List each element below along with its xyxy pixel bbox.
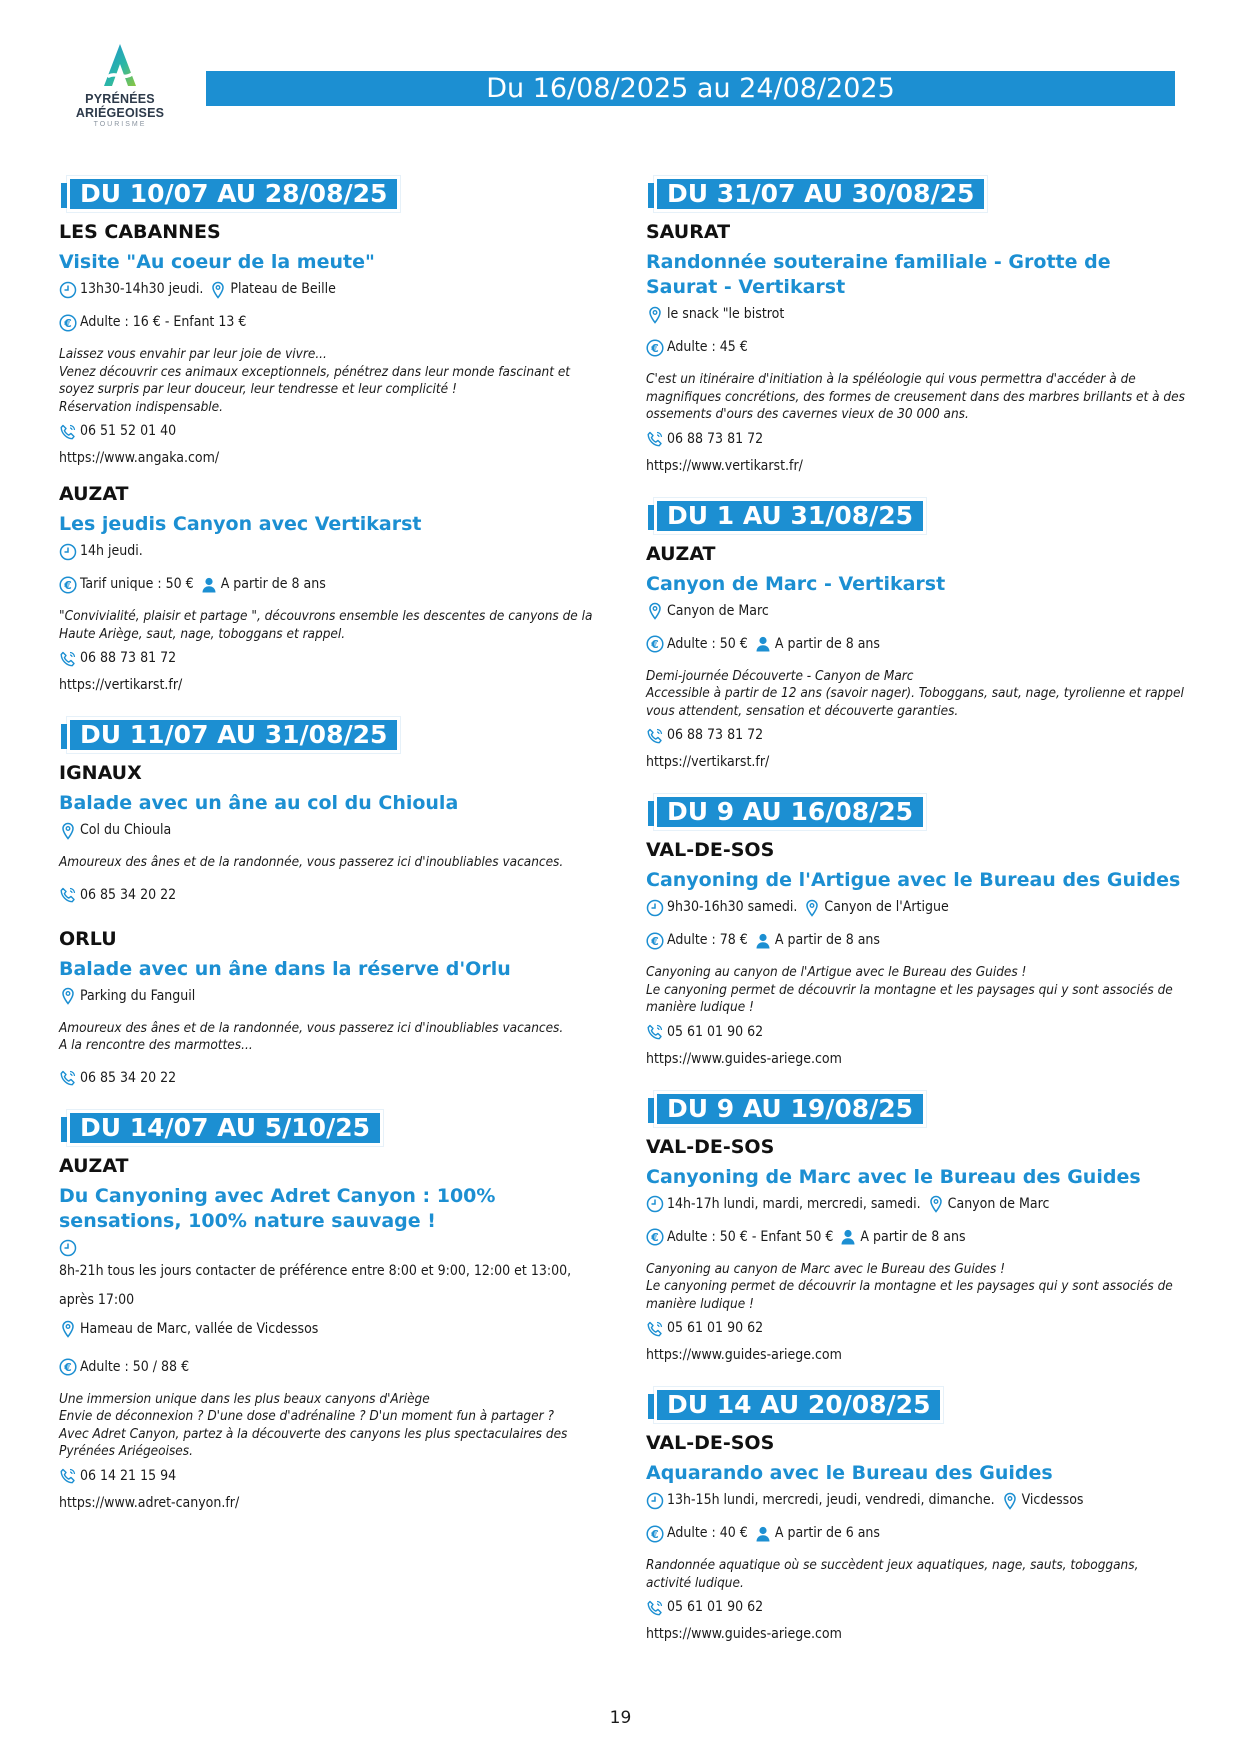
euro-icon xyxy=(646,1228,664,1246)
brand-line-3: TOURISME xyxy=(93,121,147,128)
event-description: Canyoning au canyon de l'Artigue avec le Bureau des Guides ! Le canyoning permet de découvrir la montagne et les paysages qui y sont associés de manière ludique ! xyxy=(646,964,1173,1015)
event-time: 13h-15h lundi, mercredi, jeudi, vendredi, dimanche. xyxy=(667,1492,995,1508)
event-age: A partir de 8 ans xyxy=(774,932,880,948)
event-price: Adulte : 16 € - Enfant 13 € xyxy=(80,314,247,330)
event-time: 14h-17h lundi, mardi, mercredi, samedi. xyxy=(667,1195,921,1212)
period-badge: DU 14 AU 20/08/25 xyxy=(654,1387,943,1423)
event-time: 8h-21h tous les jours contacter de préférence entre 8:00 et 9:00, 12:00 et 13:00, après 17:00 xyxy=(59,1262,572,1308)
event-place: Col du Chioula xyxy=(80,822,172,838)
event-phone[interactable]: 06 85 34 20 22 xyxy=(80,886,177,903)
event-card xyxy=(59,761,599,905)
event-phone[interactable]: 06 51 52 01 40 xyxy=(80,423,177,439)
event-age: A partir de 8 ans xyxy=(220,576,326,592)
location-pin-icon xyxy=(646,306,664,324)
event-title[interactable]: Du Canyoning avec Adret Canyon : 100% sensations, 100% nature sauvage ! xyxy=(59,1184,496,1232)
event-description: Une immersion unique dans les plus beaux canyons d'Ariège Envie de déconnexion ? D'une dose d'adrénaline ? D'un moment fun à partager ? Avec Adret Canyon, partez à la découverte des canyons les plus spectaculaires des Pyrénées Ariégeoises. xyxy=(59,1390,568,1459)
event-town: VAL-DE-SOS xyxy=(646,1135,775,1158)
event-price: Tarif unique : 50 € xyxy=(80,576,194,592)
event-description: Amoureux des ânes et de la randonnée, vous passerez ici d'inoubliables vacances. A la rencontre des marmottes... xyxy=(59,1019,564,1053)
event-card xyxy=(59,927,599,1088)
event-price: Adulte : 40 € xyxy=(667,1525,748,1541)
event-price: Adulte : 50 € xyxy=(667,635,748,652)
clock-icon xyxy=(59,281,77,299)
event-town: SAURAT xyxy=(646,221,731,243)
brand-line-2: ARIÉGEOISES xyxy=(75,106,165,120)
euro-icon xyxy=(646,635,664,653)
period-badge: DU 31/07 AU 30/08/25 xyxy=(654,176,987,212)
event-town: AUZAT xyxy=(59,483,129,505)
clock-icon xyxy=(59,543,77,561)
brand-line-1: PYRÉNÉES xyxy=(85,92,155,106)
event-card xyxy=(646,220,1186,476)
event-phone[interactable]: 05 61 01 90 62 xyxy=(667,1320,764,1336)
period-badge: DU 1 AU 31/08/25 xyxy=(654,498,926,534)
event-age: A partir de 8 ans xyxy=(860,1228,966,1245)
clock-icon xyxy=(646,899,664,917)
clock-icon xyxy=(646,1492,664,1510)
clock-icon xyxy=(646,1195,664,1213)
event-description: "Convivialité, plaisir et partage ", découvrons ensemble les descentes de canyons de la Haute Ariège, saut, nage, toboggans et rappel. xyxy=(59,608,593,642)
phone-icon xyxy=(59,1069,77,1087)
event-town: IGNAUX xyxy=(59,762,142,784)
event-title[interactable]: Canyoning de Marc avec le Bureau des Guides xyxy=(646,1165,1141,1188)
event-place: Hameau de Marc, vallée de Vicdessos xyxy=(80,1320,319,1337)
event-description: Amoureux des ânes et de la randonnée, vous passerez ici d'inoubliables vacances. xyxy=(59,854,564,870)
event-title[interactable]: Randonnée souteraine familiale - Grotte de Saurat - Vertikarst xyxy=(646,251,1111,298)
period-badge: DU 11/07 AU 31/08/25 xyxy=(67,717,400,753)
date-range-banner: Du 16/08/2025 au 24/08/2025 xyxy=(206,71,1175,106)
event-card xyxy=(59,220,599,468)
location-pin-icon xyxy=(927,1195,945,1213)
event-website-link[interactable]: https://www.guides-ariege.com xyxy=(646,1626,842,1642)
event-phone[interactable]: 06 88 73 81 72 xyxy=(667,727,764,743)
person-icon xyxy=(754,635,772,653)
location-pin-icon xyxy=(209,281,227,299)
event-title[interactable]: Balade avec un âne dans la réserve d'Orlu xyxy=(59,957,511,980)
phone-icon xyxy=(646,1320,664,1338)
location-pin-icon xyxy=(59,987,77,1005)
left-column xyxy=(59,176,599,1527)
event-title[interactable]: Visite "Au coeur de la meute" xyxy=(59,251,375,273)
brand-logo-icon xyxy=(94,40,146,92)
event-title[interactable]: Balade avec un âne au col du Chioula xyxy=(59,792,459,814)
event-description: Demi-journée Découverte - Canyon de Marc Accessible à partir de 12 ans (savoir nager). Toboggans, saut, nage, tyrolienne et rappel vous attendent, sensation et découverte garanties. xyxy=(646,667,1184,719)
event-price: Adulte : 50 € - Enfant 50 € xyxy=(667,1228,834,1245)
period-badge: DU 9 AU 19/08/25 xyxy=(654,1091,926,1127)
location-pin-icon xyxy=(59,1320,77,1338)
event-title[interactable]: Canyon de Marc - Vertikarst xyxy=(646,572,946,595)
event-place: le snack "le bistrot xyxy=(667,306,785,322)
period-badge: DU 10/07 AU 28/08/25 xyxy=(67,176,400,212)
phone-icon xyxy=(59,650,77,668)
brand-logo xyxy=(70,40,170,128)
person-icon xyxy=(754,932,772,950)
event-description: Laissez vous envahir par leur joie de vivre... Venez découvrir ces animaux exceptionnels, pénétrez dans leur monde fascinant et soyez surpris par leur douceur, leur tendresse et leur complicité ! Réservation indispensable. xyxy=(59,346,571,415)
event-town: VAL-DE-SOS xyxy=(646,1432,775,1454)
location-pin-icon xyxy=(646,602,664,620)
event-time: 13h30-14h30 jeudi. xyxy=(80,281,204,297)
event-card xyxy=(646,1135,1186,1366)
event-title[interactable]: Aquarando avec le Bureau des Guides xyxy=(646,1462,1053,1484)
event-price: Adulte : 45 € xyxy=(667,339,748,355)
event-title[interactable]: Canyoning de l'Artigue avec le Bureau des Guides xyxy=(646,869,1181,891)
event-town: VAL-DE-SOS xyxy=(646,839,775,861)
euro-icon xyxy=(646,1525,664,1543)
event-website-link[interactable]: https://www.adret-canyon.fr/ xyxy=(59,1494,240,1511)
euro-icon xyxy=(646,932,664,950)
event-town: ORLU xyxy=(59,927,117,950)
event-phone[interactable]: 05 61 01 90 62 xyxy=(667,1023,764,1040)
event-card xyxy=(646,838,1186,1069)
phone-icon xyxy=(646,430,664,448)
event-website-link[interactable]: https://www.guides-ariege.com xyxy=(646,1050,842,1067)
person-icon xyxy=(839,1228,857,1246)
period-badge: DU 9 AU 16/08/25 xyxy=(654,794,926,830)
event-phone[interactable]: 05 61 01 90 62 xyxy=(667,1599,764,1615)
event-place: Canyon de Marc xyxy=(947,1195,1050,1212)
phone-icon xyxy=(59,423,77,441)
event-phone[interactable]: 06 88 73 81 72 xyxy=(80,650,177,666)
phone-icon xyxy=(59,1467,77,1485)
event-price: Adulte : 50 / 88 € xyxy=(80,1358,190,1375)
period-badge: DU 14/07 AU 5/10/25 xyxy=(67,1110,383,1146)
event-age: A partir de 6 ans xyxy=(774,1525,880,1541)
event-card xyxy=(646,1431,1186,1644)
phone-icon xyxy=(646,1023,664,1041)
event-price: Adulte : 78 € xyxy=(667,932,748,948)
event-card xyxy=(59,482,599,695)
event-title[interactable]: Les jeudis Canyon avec Vertikarst xyxy=(59,513,422,535)
euro-icon xyxy=(59,314,77,332)
event-website-link[interactable]: https://www.guides-ariege.com xyxy=(646,1347,842,1363)
person-icon xyxy=(754,1525,772,1543)
location-pin-icon xyxy=(59,822,77,840)
euro-icon xyxy=(59,576,77,594)
phone-icon xyxy=(59,886,77,904)
event-website-link[interactable]: https://vertikarst.fr/ xyxy=(646,754,770,770)
event-phone[interactable]: 06 85 34 20 22 xyxy=(80,1069,177,1086)
event-card xyxy=(646,542,1186,773)
event-age: A partir de 8 ans xyxy=(774,635,880,652)
phone-icon xyxy=(646,727,664,745)
event-phone[interactable]: 06 14 21 15 94 xyxy=(80,1467,177,1484)
euro-icon xyxy=(59,1358,77,1376)
euro-icon xyxy=(646,339,664,357)
event-website-link[interactable]: https://www.vertikarst.fr/ xyxy=(646,457,803,474)
location-pin-icon xyxy=(1001,1492,1019,1510)
event-place: Canyon de Marc xyxy=(667,602,769,619)
event-website-link[interactable]: https://vertikarst.fr/ xyxy=(59,677,183,693)
event-website-link[interactable]: https://www.angaka.com/ xyxy=(59,450,220,466)
location-pin-icon xyxy=(803,899,821,917)
event-place: Parking du Fanguil xyxy=(80,987,196,1004)
event-town: AUZAT xyxy=(59,1154,129,1177)
event-card xyxy=(59,1154,599,1513)
event-place: Plateau de Beille xyxy=(230,281,336,297)
event-time: 14h jeudi. xyxy=(80,543,143,559)
page-number: 19 xyxy=(609,1708,632,1728)
clock-icon xyxy=(59,1239,77,1257)
event-town: AUZAT xyxy=(646,542,716,565)
event-place: Canyon de l'Artigue xyxy=(824,899,949,915)
event-phone[interactable]: 06 88 73 81 72 xyxy=(667,430,764,447)
person-icon xyxy=(200,576,218,594)
event-description: C'est un itinéraire d'initiation à la spéléologie qui vous permettra d'accéder à de magnifiques concrétions, des formes de creusement dans des marbres brillants et à des ossements d'ours des cavernes vieux de 30 000 ans. xyxy=(646,371,1185,422)
event-time: 9h30-16h30 samedi. xyxy=(667,899,798,915)
event-description: Randonnée aquatique où se succèdent jeux aquatiques, nage, sauts, toboggans, activité ludique. xyxy=(646,1557,1139,1591)
event-description: Canyoning au canyon de Marc avec le Bureau des Guides ! Le canyoning permet de découvrir la montagne et les paysages qui y sont associés de manière ludique ! xyxy=(646,1260,1173,1312)
right-column xyxy=(646,176,1186,1658)
event-place: Vicdessos xyxy=(1021,1492,1084,1508)
event-town: LES CABANNES xyxy=(59,221,221,243)
phone-icon xyxy=(646,1599,664,1617)
